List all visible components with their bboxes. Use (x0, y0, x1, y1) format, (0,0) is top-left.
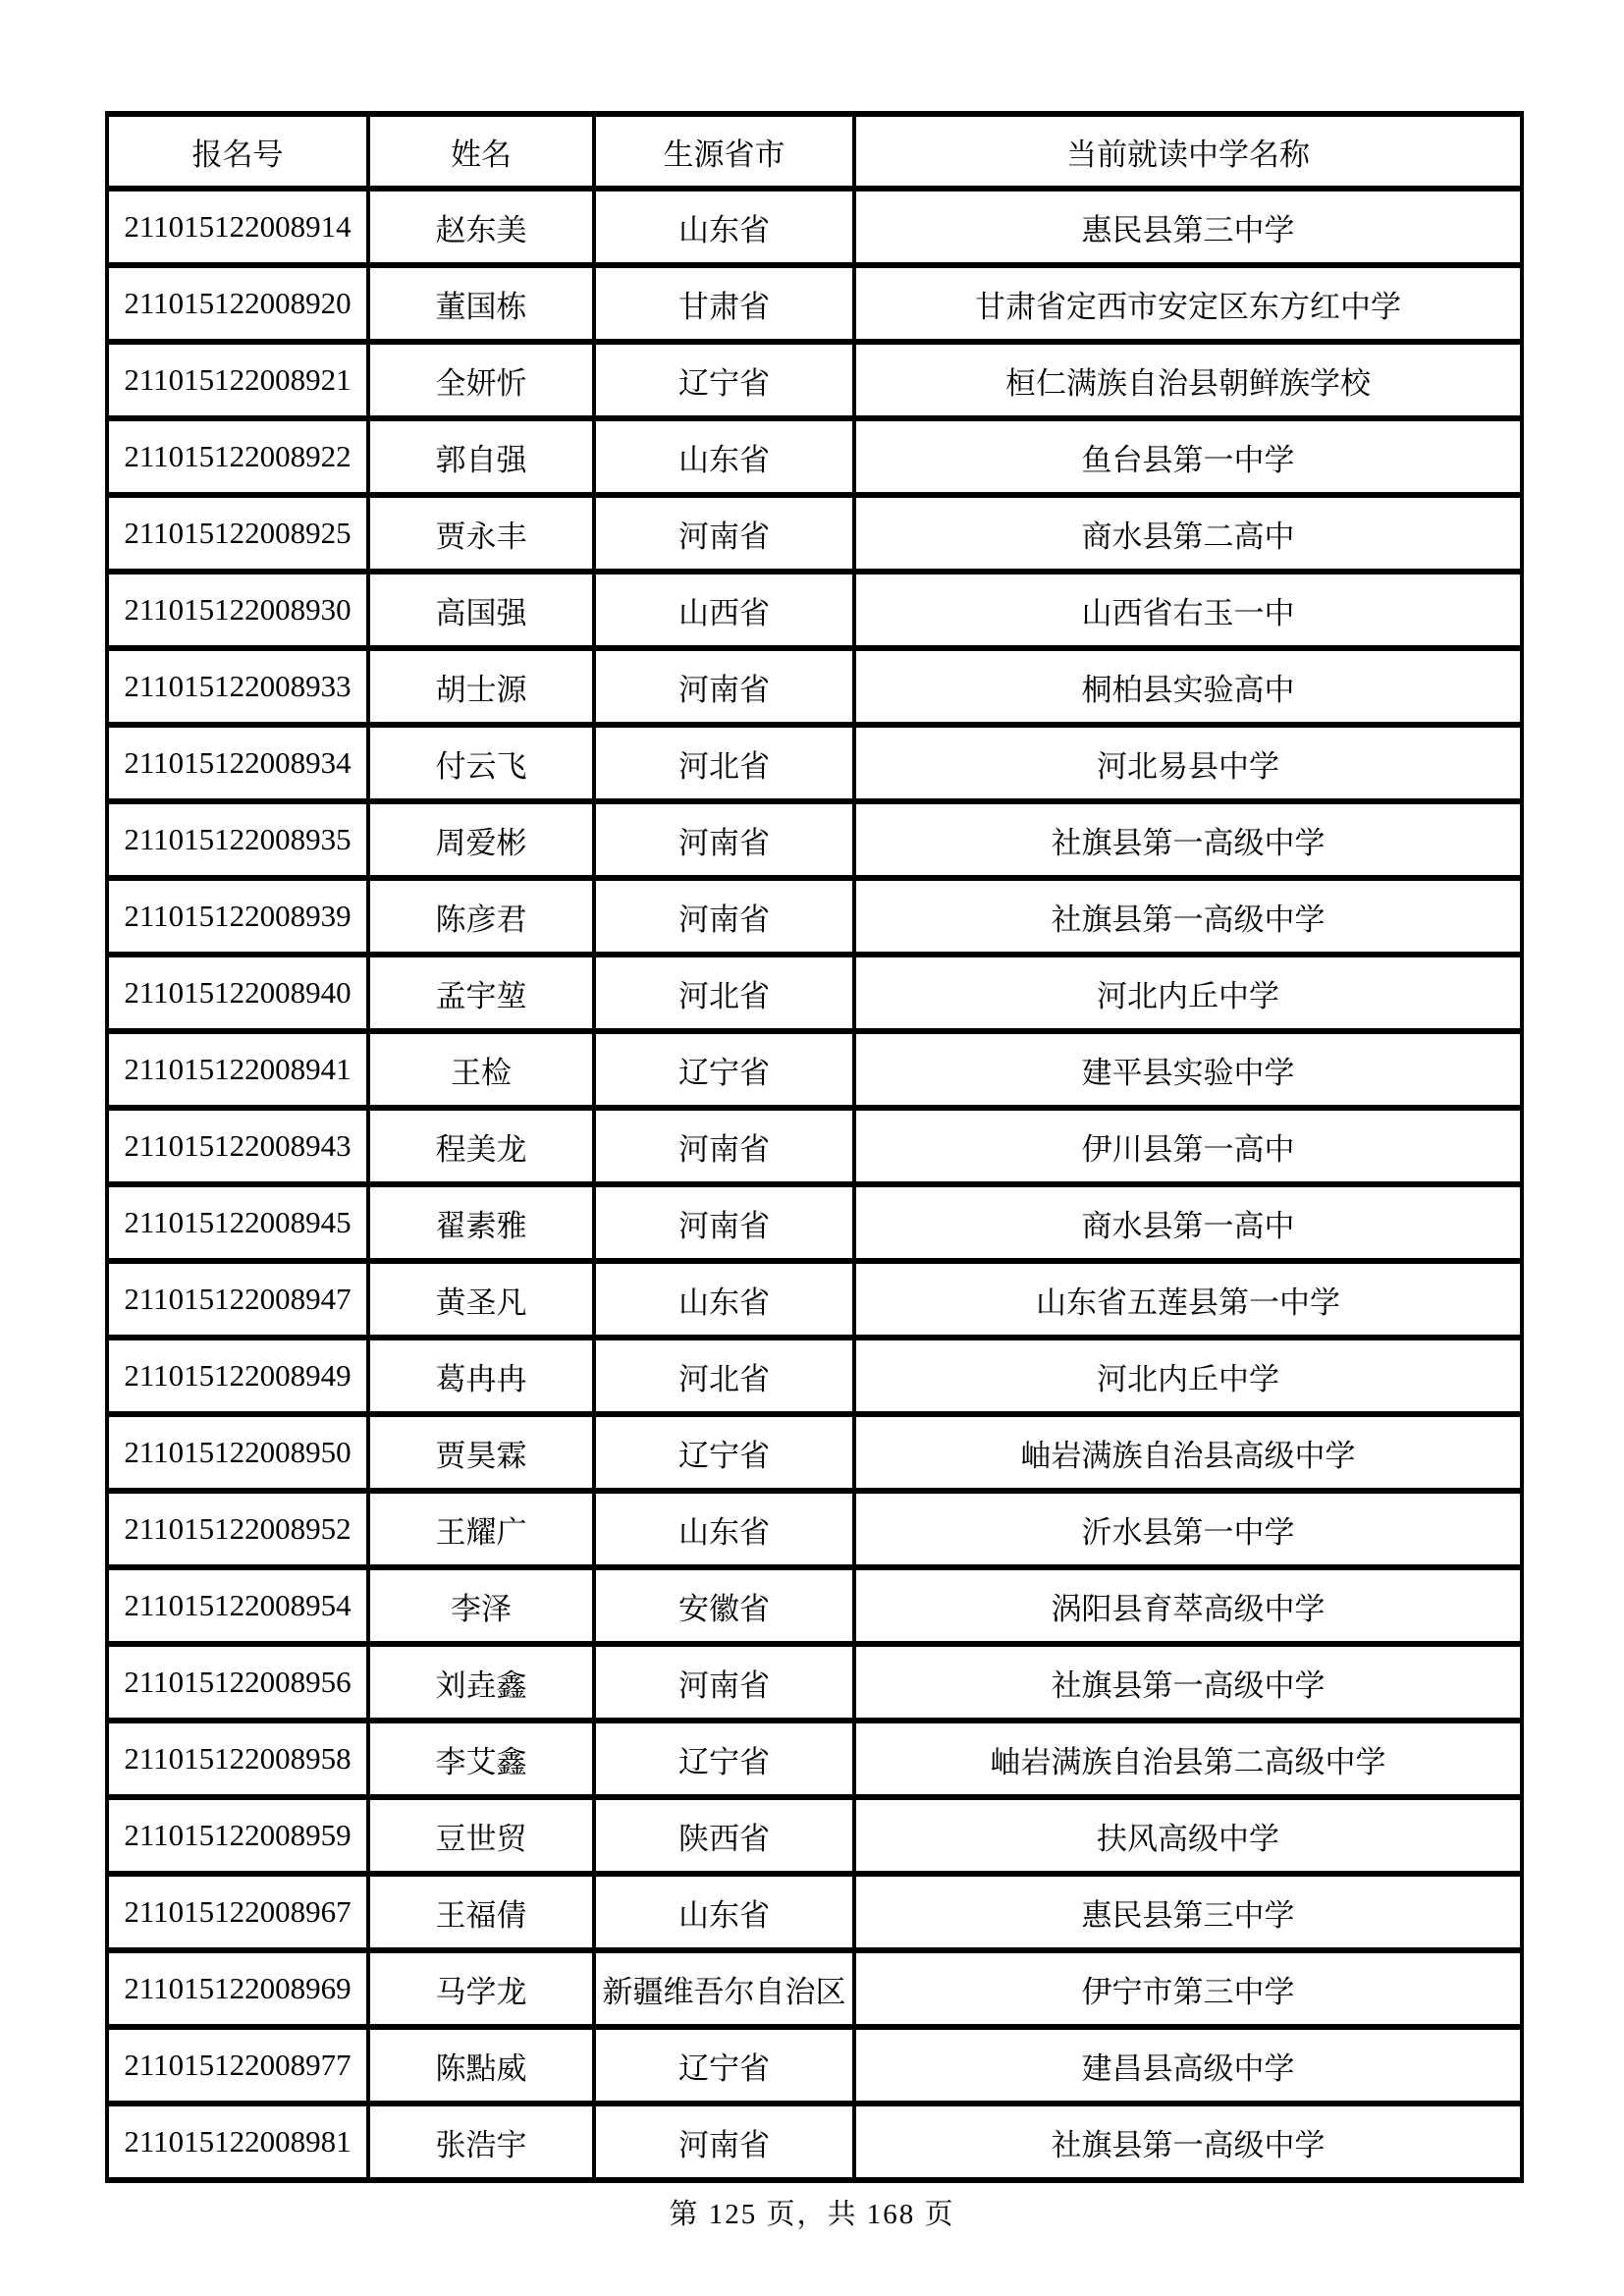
cell-current-school: 河北易县中学 (854, 725, 1522, 801)
cell-name: 李艾鑫 (368, 1721, 594, 1797)
table-row (107, 878, 1522, 955)
cell-current-school: 山东省五莲县第一中学 (854, 1261, 1522, 1338)
cell-name: 翟素雅 (368, 1184, 594, 1261)
cell-name: 陈彦君 (368, 878, 594, 955)
cell-name: 全妍忻 (368, 342, 594, 418)
cell-registration-number: 211015122008954 (107, 1567, 368, 1644)
cell-name: 黄圣凡 (368, 1261, 594, 1338)
cell-source-province: 河南省 (594, 2104, 854, 2180)
table-row (107, 265, 1522, 342)
cell-name: 贾昊霖 (368, 1414, 594, 1491)
cell-registration-number: 211015122008977 (107, 2027, 368, 2104)
cell-current-school: 沂水县第一中学 (854, 1491, 1522, 1567)
cell-source-province: 辽宁省 (594, 2027, 854, 2104)
cell-name: 李泽 (368, 1567, 594, 1644)
cell-source-province: 河南省 (594, 1184, 854, 1261)
cell-current-school: 河北内丘中学 (854, 955, 1522, 1031)
cell-registration-number: 211015122008934 (107, 725, 368, 801)
table-row (107, 1031, 1522, 1108)
cell-source-province: 山东省 (594, 418, 854, 495)
table-row (107, 1874, 1522, 1950)
cell-source-province: 辽宁省 (594, 1721, 854, 1797)
cell-name: 郭自强 (368, 418, 594, 495)
cell-registration-number: 211015122008949 (107, 1338, 368, 1414)
cell-name: 董国栋 (368, 265, 594, 342)
table-row (107, 955, 1522, 1031)
table-row (107, 725, 1522, 801)
cell-source-province: 河南省 (594, 878, 854, 955)
cell-current-school: 社旗县第一高级中学 (854, 801, 1522, 878)
cell-registration-number: 211015122008969 (107, 1950, 368, 2027)
cell-current-school: 伊宁市第三中学 (854, 1950, 1522, 2027)
cell-current-school: 扶风高级中学 (854, 1797, 1522, 1874)
cell-source-province: 山东省 (594, 189, 854, 265)
table-row (107, 1950, 1522, 2027)
table-row (107, 801, 1522, 878)
cell-registration-number: 211015122008947 (107, 1261, 368, 1338)
cell-registration-number: 211015122008933 (107, 648, 368, 725)
cell-source-province: 河北省 (594, 1338, 854, 1414)
table-row (107, 418, 1522, 495)
table-row (107, 572, 1522, 648)
table-row (107, 1567, 1522, 1644)
cell-source-province: 甘肃省 (594, 265, 854, 342)
cell-registration-number: 211015122008914 (107, 189, 368, 265)
cell-name: 周爱彬 (368, 801, 594, 878)
cell-name: 孟宇堃 (368, 955, 594, 1031)
cell-name: 葛冉冉 (368, 1338, 594, 1414)
page-number-footer: 第 125 页，共 168 页 (669, 2199, 955, 2230)
cell-registration-number: 211015122008967 (107, 1874, 368, 1950)
table-row (107, 1414, 1522, 1491)
cell-source-province: 河北省 (594, 725, 854, 801)
cell-current-school: 山西省右玉一中 (854, 572, 1522, 648)
cell-registration-number: 211015122008935 (107, 801, 368, 878)
table-body (107, 189, 1522, 2180)
table-row (107, 1644, 1522, 1721)
cell-current-school: 社旗县第一高级中学 (854, 878, 1522, 955)
cell-registration-number: 211015122008952 (107, 1491, 368, 1567)
cell-registration-number: 211015122008959 (107, 1797, 368, 1874)
cell-current-school: 建昌县高级中学 (854, 2027, 1522, 2104)
table-row (107, 495, 1522, 572)
cell-source-province: 辽宁省 (594, 1414, 854, 1491)
cell-name: 陈點威 (368, 2027, 594, 2104)
cell-current-school: 惠民县第三中学 (854, 1874, 1522, 1950)
cell-current-school: 岫岩满族自治县高级中学 (854, 1414, 1522, 1491)
cell-name: 刘垚鑫 (368, 1644, 594, 1721)
cell-registration-number: 211015122008950 (107, 1414, 368, 1491)
cell-current-school: 桐柏县实验高中 (854, 648, 1522, 725)
cell-source-province: 新疆维吾尔自治区 (594, 1950, 854, 2027)
cell-name: 王福倩 (368, 1874, 594, 1950)
student-roster-table (105, 111, 1524, 2183)
cell-source-province: 安徽省 (594, 1567, 854, 1644)
header-name: 姓名 (368, 114, 594, 189)
cell-current-school: 商水县第二高中 (854, 495, 1522, 572)
cell-current-school: 商水县第一高中 (854, 1184, 1522, 1261)
cell-name: 王检 (368, 1031, 594, 1108)
header-current-school: 当前就读中学名称 (854, 114, 1522, 189)
table-row (107, 648, 1522, 725)
table-row (107, 189, 1522, 265)
cell-registration-number: 211015122008981 (107, 2104, 368, 2180)
cell-source-province: 山西省 (594, 572, 854, 648)
cell-registration-number: 211015122008940 (107, 955, 368, 1031)
cell-source-province: 山东省 (594, 1261, 854, 1338)
header-registration-number: 报名号 (107, 114, 368, 189)
cell-source-province: 河南省 (594, 1108, 854, 1184)
cell-source-province: 山东省 (594, 1491, 854, 1567)
cell-registration-number: 211015122008943 (107, 1108, 368, 1184)
cell-name: 张浩宇 (368, 2104, 594, 2180)
cell-name: 马学龙 (368, 1950, 594, 2027)
table-header-row (107, 114, 1522, 189)
cell-current-school: 建平县实验中学 (854, 1031, 1522, 1108)
cell-name: 付云飞 (368, 725, 594, 801)
cell-name: 贾永丰 (368, 495, 594, 572)
table-row (107, 1338, 1522, 1414)
cell-registration-number: 211015122008956 (107, 1644, 368, 1721)
cell-name: 高国强 (368, 572, 594, 648)
table-row (107, 2104, 1522, 2180)
cell-current-school: 涡阳县育萃高级中学 (854, 1567, 1522, 1644)
cell-name: 王耀广 (368, 1491, 594, 1567)
cell-current-school: 甘肃省定西市安定区东方红中学 (854, 265, 1522, 342)
cell-name: 程美龙 (368, 1108, 594, 1184)
cell-registration-number: 211015122008922 (107, 418, 368, 495)
table-row (107, 2027, 1522, 2104)
table-row (107, 1108, 1522, 1184)
cell-current-school: 桓仁满族自治县朝鲜族学校 (854, 342, 1522, 418)
cell-source-province: 陕西省 (594, 1797, 854, 1874)
cell-registration-number: 211015122008921 (107, 342, 368, 418)
cell-registration-number: 211015122008958 (107, 1721, 368, 1797)
table-row (107, 1184, 1522, 1261)
cell-name: 豆世贸 (368, 1797, 594, 1874)
cell-current-school: 鱼台县第一中学 (854, 418, 1522, 495)
cell-current-school: 河北内丘中学 (854, 1338, 1522, 1414)
cell-name: 胡士源 (368, 648, 594, 725)
table-row (107, 1491, 1522, 1567)
cell-registration-number: 211015122008945 (107, 1184, 368, 1261)
cell-registration-number: 211015122008939 (107, 878, 368, 955)
cell-registration-number: 211015122008920 (107, 265, 368, 342)
cell-current-school: 社旗县第一高级中学 (854, 1644, 1522, 1721)
table-row (107, 342, 1522, 418)
cell-source-province: 山东省 (594, 1874, 854, 1950)
cell-registration-number: 211015122008941 (107, 1031, 368, 1108)
cell-source-province: 河北省 (594, 955, 854, 1031)
cell-current-school: 伊川县第一高中 (854, 1108, 1522, 1184)
header-source-province: 生源省市 (594, 114, 854, 189)
table-row (107, 1797, 1522, 1874)
cell-registration-number: 211015122008925 (107, 495, 368, 572)
cell-current-school: 惠民县第三中学 (854, 189, 1522, 265)
cell-name: 赵东美 (368, 189, 594, 265)
table-row (107, 1721, 1522, 1797)
roster-table-container (105, 111, 1520, 2183)
cell-source-province: 河南省 (594, 648, 854, 725)
cell-current-school: 社旗县第一高级中学 (854, 2104, 1522, 2180)
cell-source-province: 辽宁省 (594, 342, 854, 418)
cell-current-school: 岫岩满族自治县第二高级中学 (854, 1721, 1522, 1797)
cell-source-province: 河南省 (594, 1644, 854, 1721)
cell-registration-number: 211015122008930 (107, 572, 368, 648)
cell-source-province: 河南省 (594, 801, 854, 878)
cell-source-province: 河南省 (594, 495, 854, 572)
cell-source-province: 辽宁省 (594, 1031, 854, 1108)
table-row (107, 1261, 1522, 1338)
